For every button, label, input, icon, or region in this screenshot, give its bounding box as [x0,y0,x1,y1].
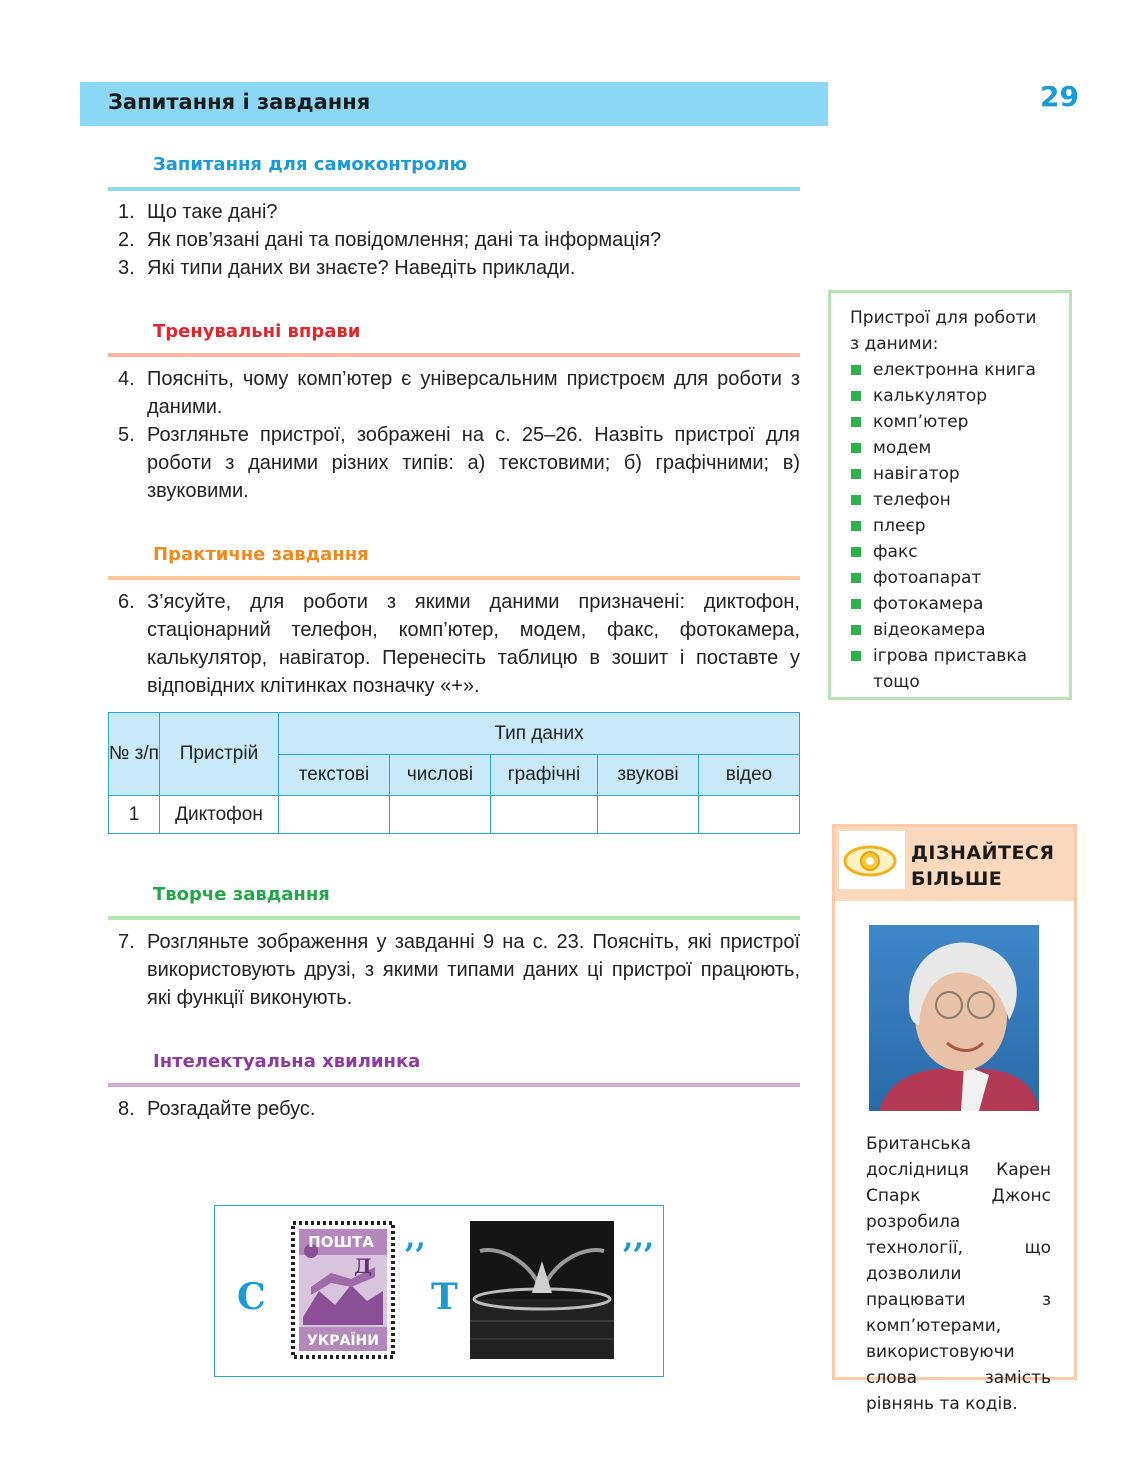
section-divider [108,576,800,580]
portrait-photo [869,925,1039,1111]
bullet-square-icon [851,625,861,635]
rebus-quote-mark: ,,, [623,1220,655,1255]
stamp-image [291,1221,395,1359]
table-header-type: графічні [491,755,598,796]
training-list [108,365,800,505]
table-cell [699,796,800,834]
list-item: відеокамера [850,617,1036,643]
list-item: факс [850,539,1036,565]
section-heading-creative: Творче завдання [153,884,330,905]
section-divider [108,353,800,357]
table-header-type: відео [699,755,800,796]
list-item: фотокамера [850,591,1036,617]
learn-more-bio: Британська дослідниця Карен Спарк Джонс розробила технології, що дозволили працювати з комп’ютерами, використовуючи слова замість рівнянь та кодів. [866,1134,1051,1414]
rebus-letter: Т [431,1276,458,1318]
bullet-square-icon [851,443,861,453]
bullet-square-icon [851,469,861,479]
list-item: навігатор [850,461,1036,487]
devices-caption: Пристрої для роботи з даними: [850,308,1037,354]
eye-icon [839,831,905,889]
list-item: комп’ютер [850,409,1036,435]
rebus-puzzle [214,1205,664,1377]
devices-list-tail: тощо [873,672,920,692]
table-header-type: звукові [598,755,699,796]
stamp-bottom-text: УКРАЇНИ [307,1333,379,1349]
practical-list [108,588,800,700]
table-header-type: текстові [279,755,390,796]
bullet-square-icon [851,573,861,583]
list-item: модем [850,435,1036,461]
bullet-square-icon [851,651,861,661]
stamp-letter: Д [354,1254,372,1278]
bullet-square-icon [851,521,861,531]
section-heading-self-control: Запитання для самоконтролю [153,154,468,175]
list-item: 8. Розгадайте ребус. [118,1098,316,1120]
page-title: Запитання і завдання [108,90,371,114]
list-item: ігрова приставка [850,643,1036,669]
section-heading-intellectual: Інтелектуальна хвилинка [153,1051,421,1072]
list-item: 2. Як пов’язані дані та повідомлення; дані та інформація? [118,229,662,251]
table-header-type: числові [390,755,491,796]
table-header-num: № з/п [109,713,160,796]
bullet-square-icon [851,599,861,609]
table-cell-device: Диктофон [160,796,279,834]
data-types-table [108,712,800,834]
section-heading-practical: Практичне завдання [153,544,369,565]
bullet-square-icon [851,417,861,427]
table-header-device: Пристрій [160,713,279,796]
learn-more-box [832,824,1077,1414]
table-row [109,796,800,834]
section-divider [108,916,800,920]
learn-more-title: ДІЗНАЙТЕСЯ БІЛЬШЕ [911,842,1055,890]
section-divider [108,1083,800,1087]
fountain-image [470,1221,614,1359]
list-item: 3. Які типи даних ви знаєте? Наведіть приклади. [118,257,576,279]
bullet-square-icon [851,547,861,557]
page-number: 29 [1040,80,1079,113]
list-item: 1. Що таке дані? [118,201,278,223]
list-item: 5. Розгляньте пристрої, зображені на с. 25–26. Назвіть пристрої для роботи з даними різних типів: а) текстовими; б) графічними; в) звуковими. [118,424,800,502]
list-item: 4. Поясніть, чому комп’ютер є універсальним пристроєм для роботи з даними. [118,368,800,418]
list-item: фотоапарат [850,565,1036,591]
section-heading-training: Тренувальні вправи [153,321,361,342]
bullet-square-icon [851,495,861,505]
list-item: електронна книга [850,357,1036,383]
learn-more-header [835,827,1074,901]
table-header-data-type: Тип даних [279,713,800,755]
rebus-letter: С [237,1276,266,1318]
list-item: плеєр [850,513,1036,539]
list-item: телефон [850,487,1036,513]
table-cell [279,796,390,834]
rebus-quote-mark: ,, [405,1220,426,1255]
table-cell [491,796,598,834]
bullet-square-icon [851,391,861,401]
list-item: 7. Розгляньте зображення у завданні 9 на с. 23. Поясніть, які пристрої використовують друзі, з якими типами даних ці пристрої працюють, які функції виконують. [118,931,800,1009]
list-item: калькулятор [850,383,1036,409]
table-cell [390,796,491,834]
table-cell-num: 1 [109,796,160,834]
list-item: 6. З’ясуйте, для роботи з якими даними призначені: диктофон, стаціонарний телефон, комп’ютер, модем, факс, фотокамера, калькулятор, навігатор. Перенесіть таблицю в зошит і поставте у відповідних клітинках позначку «+». [118,591,800,697]
bullet-square-icon [851,365,861,375]
devices-list [850,357,1036,695]
self-control-list [108,198,800,282]
creative-list [108,928,800,1012]
header-bar [80,82,828,126]
table-cell [598,796,699,834]
intellectual-list [108,1095,800,1123]
section-divider [108,187,800,191]
stamp-top-text: ПОШТА [308,1233,374,1251]
devices-sidebar [828,290,1072,700]
